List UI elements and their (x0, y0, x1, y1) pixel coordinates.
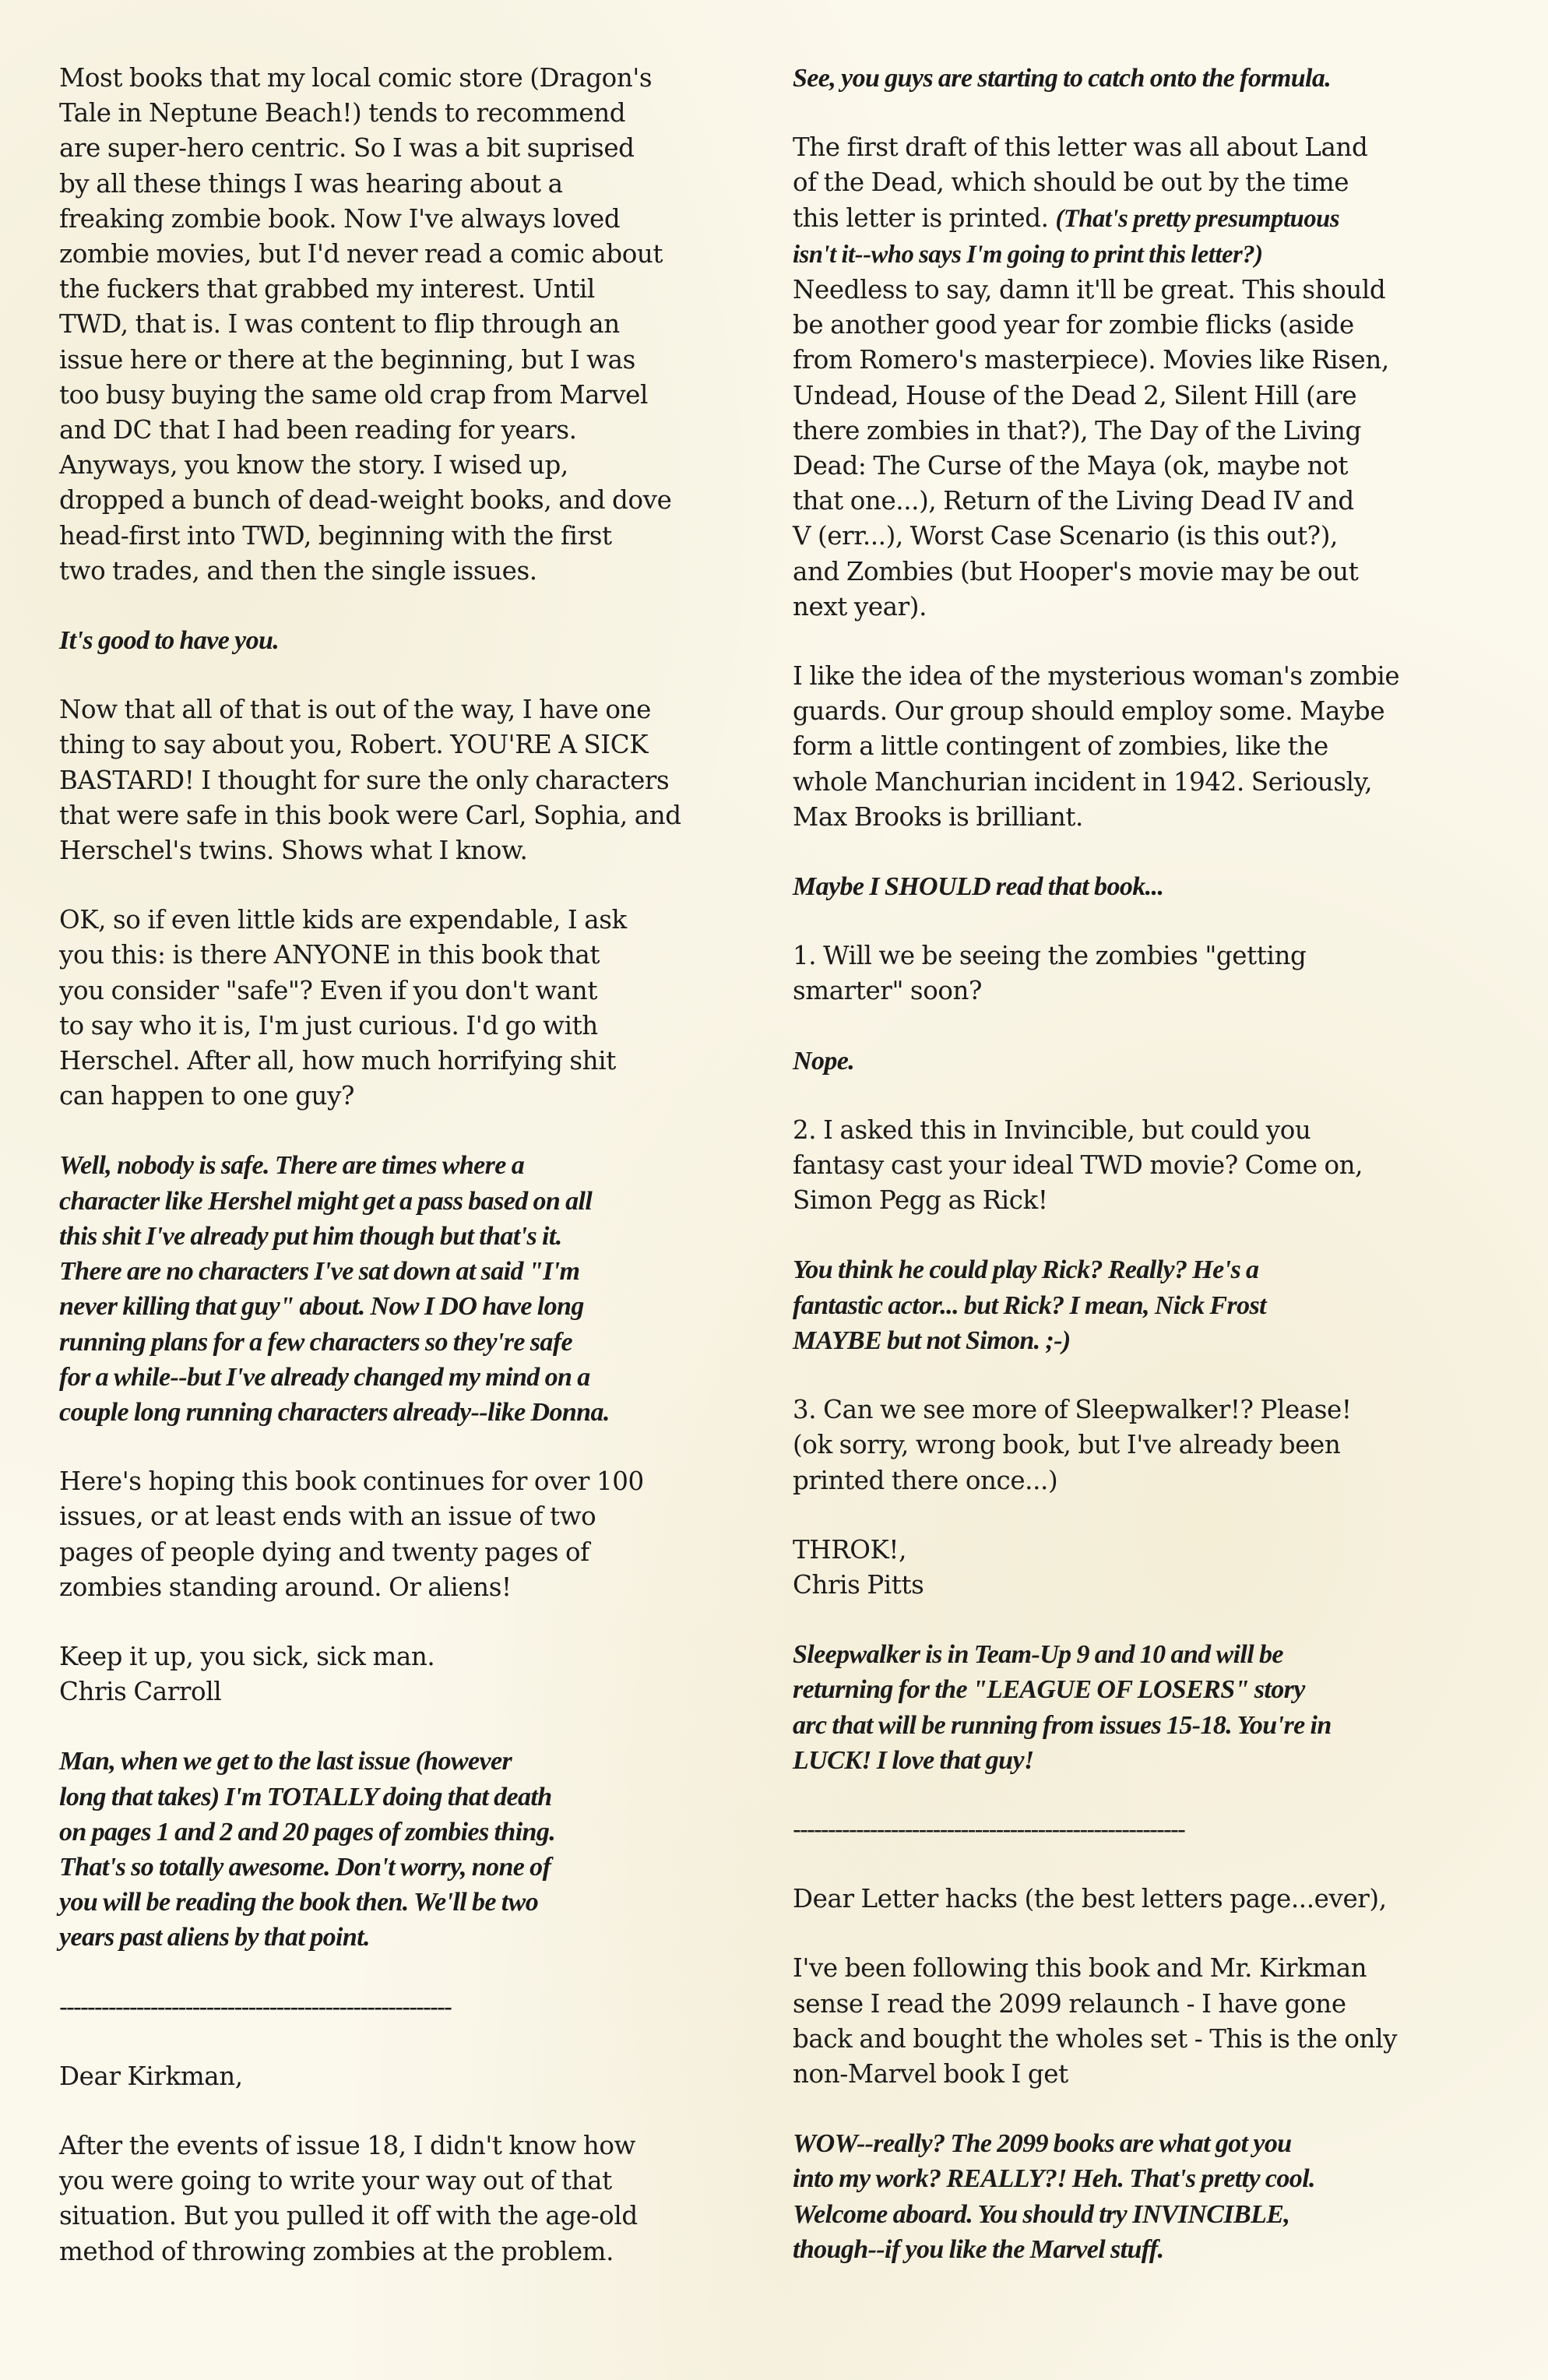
text-line: you will be reading the book then. We'll be two (59, 1888, 539, 1917)
text-line: Tale in Neptune Beach!) tends to recommend (59, 98, 626, 129)
text-line: There are no characters I've sat down at said "I'm (59, 1257, 580, 1287)
text-line: Nope. (793, 1046, 855, 1076)
text-line: freaking zombie book. Now I've always loved (59, 203, 621, 234)
text-line: are super-hero centric. So I was a bit suprised (59, 133, 635, 164)
text-line: fantasy cast your ideal TWD movie? Come on, (793, 1150, 1363, 1181)
text-line: two trades, and then the single issues. (59, 555, 537, 586)
text-line: Most books that my local comic store (Dragon's (59, 63, 653, 93)
text-line: for a while--but I've already changed my mind on a (59, 1362, 590, 1392)
text-line: Dead: The Curse of the Maya (ok, maybe not (793, 451, 1348, 481)
letter-paragraph (793, 1533, 1493, 1603)
text-line: too busy buying the same old crap from Marvel (59, 379, 648, 410)
text-line: Chris Pitts (793, 1569, 924, 1600)
text-line: The first draft of this letter was all about Land (793, 132, 1368, 163)
text-line: Sleepwalker is in Team-Up 9 and 10 and will be (793, 1640, 1283, 1670)
editor-reply (793, 1252, 1493, 1358)
text-line: Undead, House of the Dead 2, Silent Hill (are (793, 380, 1357, 410)
letter-paragraph (793, 938, 1493, 1009)
letter-paragraph (59, 1639, 760, 1709)
right-column (793, 61, 1493, 2301)
text-line: though--if you like the Marvel stuff. (793, 2234, 1164, 2264)
text-line: dropped a bunch of dead-weight books, and dove (59, 485, 672, 516)
letter-paragraph (793, 130, 1493, 625)
text-line: next year). (793, 591, 927, 621)
text-line: sense I read the 2099 relaunch - I have gone (793, 1988, 1346, 2019)
letter-divider (793, 1812, 1493, 1847)
text-line: this letter is printed. (That's pretty presumptuous (793, 202, 1340, 233)
letter-paragraph (793, 1392, 1493, 1498)
text-line: (ok sorry, wrong book, but I've already been (793, 1430, 1341, 1460)
text-line: 3. Can we see more of Sleepwalker!? Please! (793, 1395, 1352, 1425)
text-line: of the Dead, which should be out by the time (793, 167, 1349, 198)
text-line: Now that all of that is out of the way, I have one (59, 695, 651, 725)
left-column (59, 61, 760, 2304)
text-line: this shit I've already put him though but that's it. (59, 1221, 562, 1251)
text-line: smarter" soon? (793, 976, 983, 1006)
text-line: from Romero's masterpiece). Movies like Risen, (793, 345, 1389, 375)
text-line: I've been following this book and Mr. Kirkman (793, 1953, 1367, 1984)
text-line: Here's hoping this book continues for over 100 (59, 1466, 644, 1497)
text-line: returning for the "LEAGUE OF LOSERS" story (793, 1675, 1305, 1705)
text-line: never killing that guy" about. Now I DO have long (59, 1292, 584, 1322)
text-line: guards. Our group should employ some. Maybe (793, 696, 1385, 727)
editor-reply (793, 869, 1493, 904)
text-line: THROK!, (793, 1534, 907, 1565)
text-line: into my work? REALLY?! Heh. That's pretty cool. (793, 2164, 1315, 2194)
text-line: years past aliens by that point. (59, 1923, 370, 1952)
text-line: running plans for a few characters so they're safe (59, 1327, 573, 1357)
editor-reply (59, 1744, 760, 1955)
text-line: whole Manchurian incident in 1942. Seriously, (793, 766, 1373, 797)
text-line: issue here or there at the beginning, but I was (59, 344, 635, 375)
text-line: on pages 1 and 2 and 20 pages of zombies thing. (59, 1817, 556, 1847)
editor-reply (793, 1637, 1493, 1778)
text-line: Welcome aboard. You should try INVINCIBLE, (793, 2199, 1290, 2229)
text-line: See, you guys are starting to catch onto the formula. (793, 64, 1332, 93)
text-line: LUCK! I love that guy! (793, 1745, 1034, 1775)
text-line: Chris Carroll (59, 1677, 222, 1707)
text-line: pages of people dying and twenty pages of (59, 1537, 589, 1567)
text-line: couple long running characters already--like Donna. (59, 1397, 610, 1427)
text-line: zombies standing around. Or aliens! (59, 1572, 512, 1602)
text-line: -------------------------------------------------------- (59, 1991, 451, 2022)
text-line: issues, or at least ends with an issue of two (59, 1502, 596, 1532)
text-line: BASTARD! I thought for sure the only characters (59, 765, 670, 795)
editor-reply (793, 2126, 1493, 2267)
text-line: It's good to have you. (59, 626, 280, 656)
letter-paragraph (793, 1951, 1493, 2092)
text-line: Dear Letter hacks (the best letters page...ever), (793, 1884, 1387, 1914)
text-line: Herschel. After all, how much horrifying shit (59, 1046, 616, 1076)
text-line: the fuckers that grabbed my interest. Until (59, 274, 595, 305)
text-line: Simon Pegg as Rick! (793, 1185, 1048, 1216)
letter-paragraph (793, 659, 1493, 835)
text-line: 1. Will we be seeing the zombies "getting (793, 941, 1307, 971)
text-line: situation. But you pulled it off with the age-old (59, 2201, 638, 2231)
letter-paragraph (59, 1464, 760, 1605)
editor-reply (793, 1044, 1493, 1079)
letter-paragraph (59, 903, 760, 1114)
text-line: non-Marvel book I get (793, 2058, 1068, 2089)
text-line: OK, so if even little kids are expendable, I ask (59, 905, 627, 935)
text-line: TWD, that is. I was content to flip through an (59, 309, 620, 340)
text-line: zombie movies, but I'd never read a comic about (59, 239, 663, 269)
text-line: You think he could play Rick? Really? He's a (793, 1255, 1259, 1285)
text-line: Well, nobody is safe. There are times where a (59, 1151, 525, 1181)
text-line: That's so totally awesome. Don't worry, none of (59, 1852, 551, 1882)
letter-paragraph (793, 1113, 1493, 1219)
text-line: I like the idea of the mysterious woman's zombie (793, 661, 1400, 692)
text-line: MAYBE but not Simon. ;-) (793, 1326, 1071, 1355)
editor-reply (59, 1148, 760, 1430)
letter-paragraph (59, 2059, 760, 2094)
text-line: character like Hershel might get a pass based on all (59, 1186, 593, 1216)
text-line: and Zombies (but Hooper's movie may be out (793, 556, 1359, 586)
text-line: isn't it--who says I'm going to print this letter?) (793, 240, 1263, 269)
letter-paragraph (793, 1882, 1493, 1917)
text-line: you this: is there ANYONE in this book that (59, 940, 600, 970)
text-line: thing to say about you, Robert. YOU'RE A SICK (59, 730, 649, 760)
editor-reply (793, 61, 1493, 96)
text-line: Man, when we get to the last issue (however (59, 1747, 512, 1776)
text-line: Anyways, you know the story. I wised up, (59, 450, 568, 481)
text-line: method of throwing zombies at the problem. (59, 2236, 614, 2266)
text-line: form a little contingent of zombies, like the (793, 731, 1328, 762)
text-line: can happen to one guy? (59, 1081, 354, 1111)
text-line: Dear Kirkman, (59, 2061, 243, 2091)
text-line: printed there once...) (793, 1465, 1058, 1495)
text-line: Herschel's twins. Shows what I know. (59, 836, 528, 866)
editor-reply (59, 623, 760, 658)
text-line: arc that will be running from issues 15-18. You're in (793, 1710, 1332, 1740)
text-line: by all these things I was hearing about a (59, 168, 563, 199)
letter-paragraph (59, 2128, 760, 2269)
text-line: After the events of issue 18, I didn't know how (59, 2130, 635, 2160)
text-line: Max Brooks is brilliant. (793, 801, 1083, 832)
text-line: Maybe I SHOULD read that book... (793, 872, 1164, 902)
text-line: Keep it up, you sick, sick man. (59, 1641, 435, 1671)
letter-paragraph (59, 692, 760, 868)
letter-paragraph (59, 61, 760, 589)
text-line: WOW--really? The 2099 books are what got you (793, 2129, 1292, 2159)
text-line: that were safe in this book were Carl, Sophia, and (59, 800, 681, 830)
text-line: to say who it is, I'm just curious. I'd go with (59, 1010, 598, 1040)
letter-divider (59, 1990, 760, 2025)
text-line: back and bought the wholes set - This is the only (793, 2023, 1398, 2054)
text-line: fantastic actor... but Rick? I mean, Nick Frost (793, 1290, 1267, 1320)
text-line: 2. I asked this in Invincible, but could you (793, 1114, 1311, 1145)
text-line: -------------------------------------------------------- (793, 1814, 1184, 1844)
text-line: that one...), Return of the Living Dead IV and (793, 486, 1354, 516)
text-line: you consider "safe"? Even if you don't want (59, 975, 597, 1005)
text-line: and DC that I had been reading for years. (59, 415, 577, 445)
text-line: you were going to write your way out of that (59, 2166, 612, 2196)
text-line: Needless to say, damn it'll be great. This should (793, 275, 1386, 305)
text-line: be another good year for zombie flicks (aside (793, 310, 1354, 340)
text-line: V (err...), Worst Case Scenario (is this out?), (793, 521, 1338, 551)
text-line: there zombies in that?), The Day of the Living (793, 415, 1361, 445)
text-line: long that takes) I'm TOTALLY doing that death (59, 1782, 552, 1811)
text-line: head-first into TWD, beginning with the first (59, 520, 612, 551)
